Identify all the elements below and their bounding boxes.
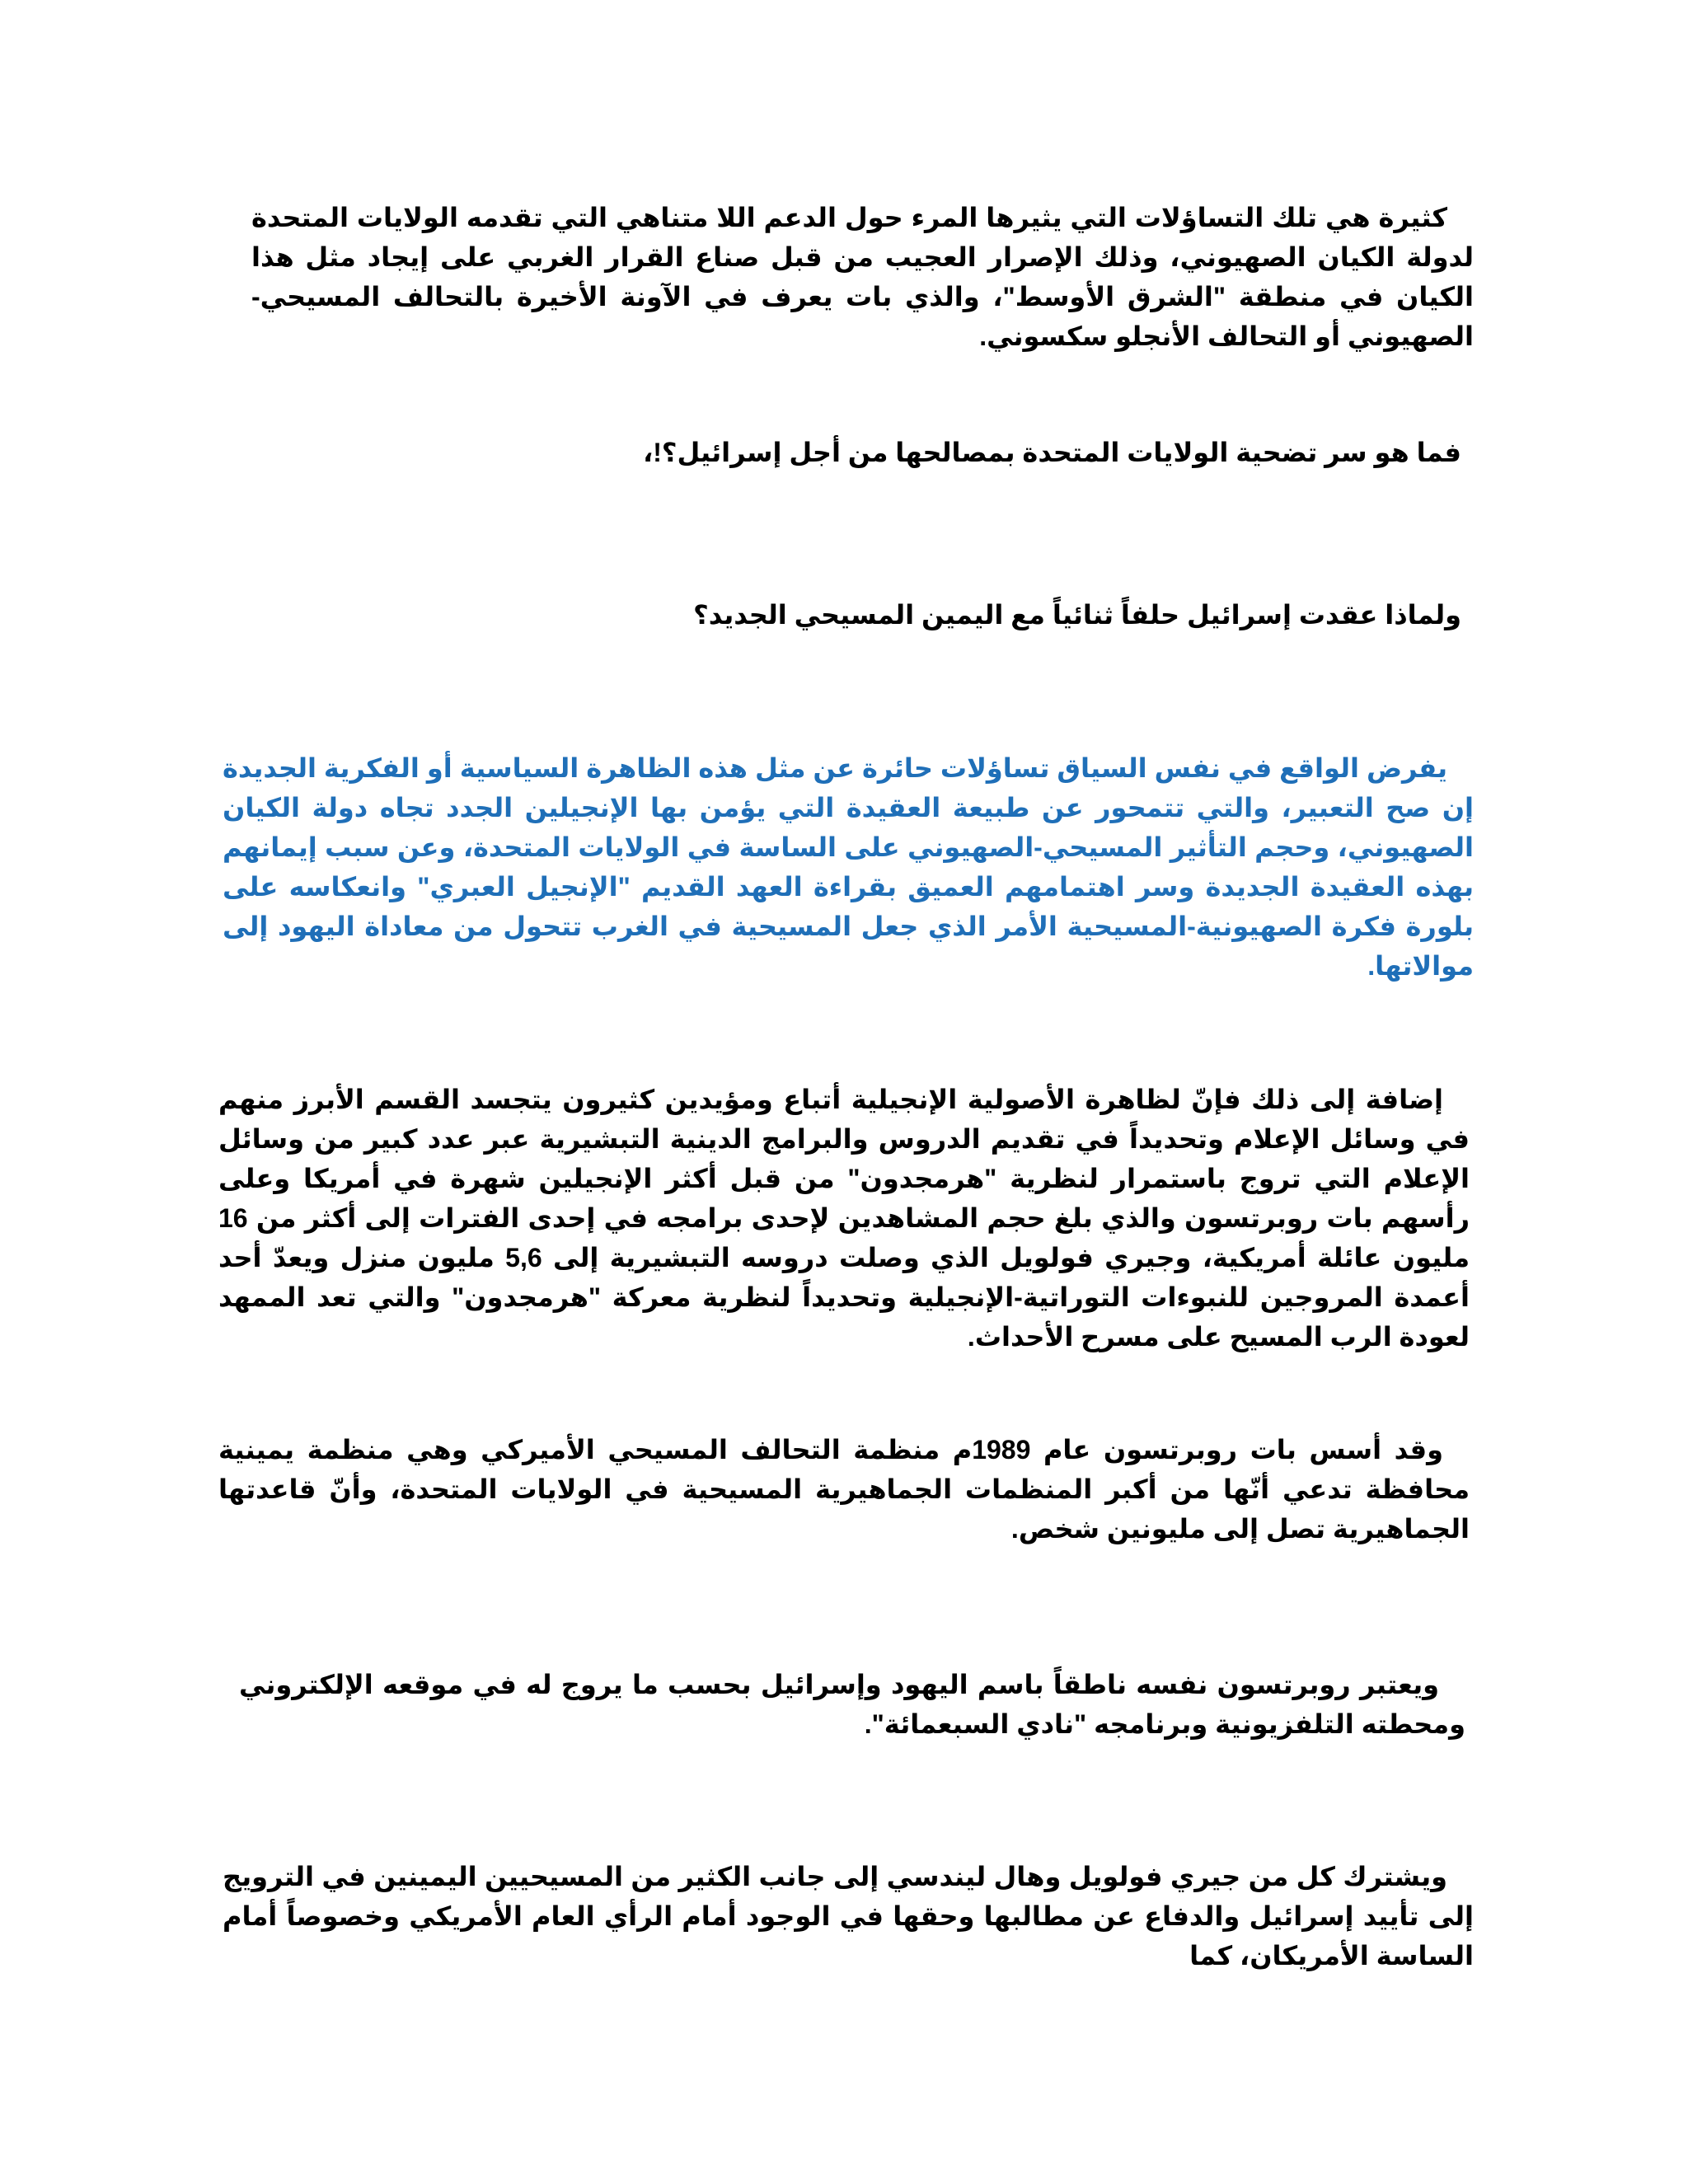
paragraph-context-highlight: يفرض الواقع في نفس السياق تساؤلات حائرة عن مثل هذه الظاهرة السياسية أو الفكرية الجديدة إن صح التعبير، والتي تتمحور عن طبيعة العقيدة التي يؤمن بها الإنجيلين الجدد تجاه دولة الكيان الصهيوني، وحجم التأثير المسيحي-الصهيوني على الساسة في الولايات المتحدة، وعن سبب إيمانهم بهذه العقيدة الجديدة وسر اهتمامهم العميق بقراءة العهد القديم "الإنجيل العبري" وانعكاسه على بلورة فكرة الصهيونية-المسيحية الأمر الذي جعل المسيحية في الغرب تتحول من معاداة اليهود إلى موالاتها. <box>223 753 1474 981</box>
paragraph-falwell-lindsey: ويشترك كل من جيري فولويل وهال ليندسي إلى جانب الكثير من المسيحيين اليمينين في الترويج إلى تأييد إسرائيل والدفاع عن مطالبها وحقها في الوجود أمام الرأي العام الأمريكي وخصوصاً أمام الساسة الأمريكان، كما <box>223 1862 1474 1971</box>
paragraph-intro: كثيرة هي تلك التساؤلات التي يثيرها المرء حول الدعم اللا متناهي التي تقدمه الولايات المتحدة لدولة الكيان الصهيوني، وذلك الإصرار العجيب من قبل صناع القرار الغربي على إيجاد مثل هذا الكيان في منطقة "الشرق الأوسط"، والذي بات يعرف في الآونة الأخيرة بالتحالف المسيحي-الصهيوني أو التحالف الأنجلو سكسوني. <box>251 203 1475 351</box>
paragraph-question-1: فما هو سر تضحية الولايات المتحدة بمصالحها من أجل إسرائيل؟!، <box>643 438 1461 467</box>
paragraph-question-2: ولماذا عقدت إسرائيل حلفاً ثنائياً مع اليمين المسيحي الجديد؟ <box>693 600 1461 630</box>
paragraph-christian-coalition: وقد أسس بات روبرتسون عام 1989م منظمة التحالف المسيحي الأميركي وهي منظمة يمينية محافظة تدعي أنّها من أكبر المنظمات الجماهيرية المسيحية في الولايات المتحدة، وأنّ قاعدتها الجماهيرية تصل إلى مليونين شخص. <box>218 1435 1470 1544</box>
paragraph-robertson-spokesman: ويعتبر روبرتسون نفسه ناطقاً باسم اليهود وإسرائيل بحسب ما يروج له في موقعه الإلكتروني ومحطته التلفزيونية وبرنامجه "نادي السبعمائة". <box>239 1670 1465 1739</box>
paragraph-evangelical-media: إضافة إلى ذلك فإنّ لظاهرة الأصولية الإنجيلية أتباع ومؤيدين كثيرون يتجسد القسم الأبرز منهم في وسائل الإعلام وتحديداً في تقديم الدروس والبرامج الدينية التبشيرية عبر عدد كبير من وسائل الإعلام التي تروج باستمرار لنظرية "هرمجدون" من قبل أكثر الإنجيلين شهرة في أمريكا وعلى رأسهم بات روبرتسون والذي بلغ حجم المشاهدين لإحدى برامجه في إحدى الفترات إلى أكثر من 16 مليون عائلة أمريكية، وجيري فولويل الذي وصلت دروسه التبشيرية إلى 5,6 مليون منزل ويعدّ أحد أعمدة المروجين للنبوءات التوراتية-الإنجيلية وتحديداً لنظرية معركة "هرمجدون" والتي تعد الممهد لعودة الرب المسيح على مسرح الأحداث. <box>218 1085 1470 1352</box>
